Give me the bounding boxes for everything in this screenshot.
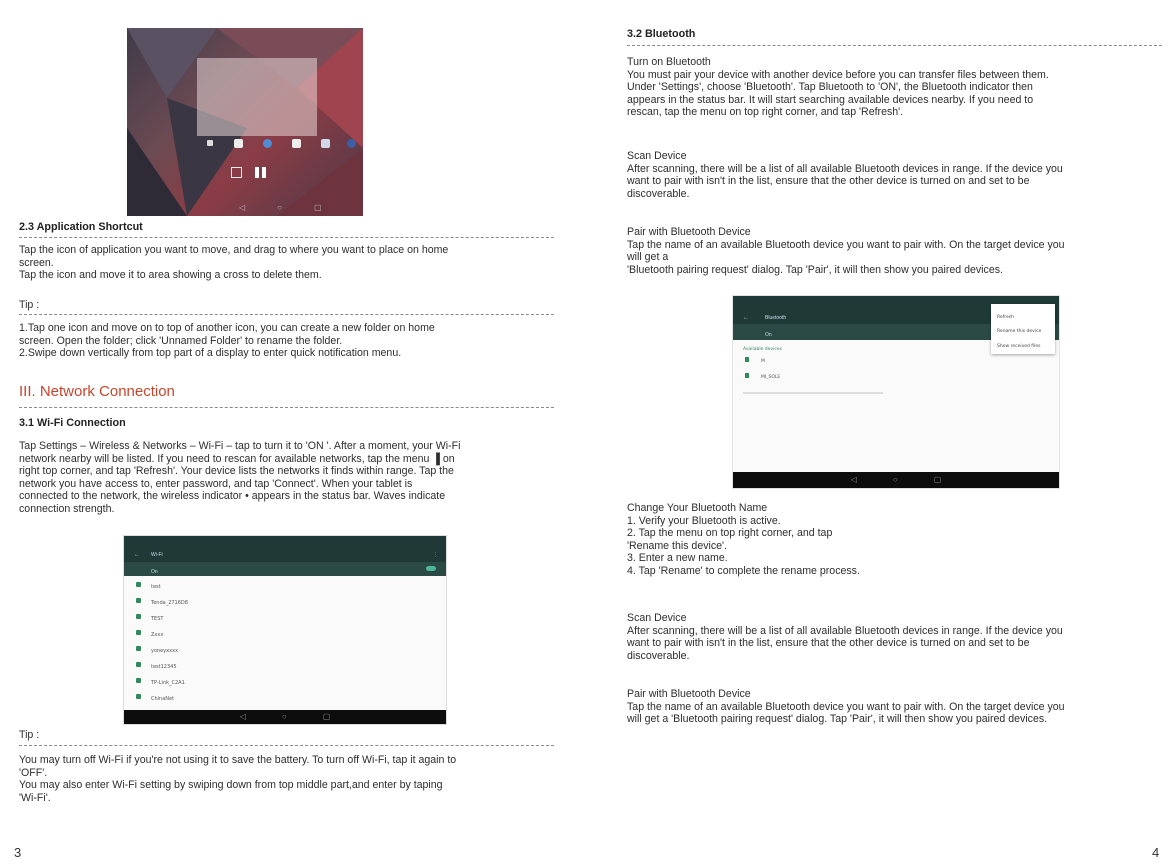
wifi-signal-icon — [136, 598, 141, 603]
wifi-network-name: test12345 — [151, 664, 177, 670]
home-screen-screenshot — [127, 28, 363, 216]
gallery-icon — [231, 167, 242, 178]
wifi-network-row[interactable] — [124, 626, 446, 639]
bt-title: Bluetooth — [765, 315, 787, 321]
tip-label: Tip : — [19, 729, 40, 741]
bt-overflow-menu — [991, 304, 1055, 354]
app-shortcut-tip-text: 1.Tap one icon and move on to top of another icon, you can create a new folder on home screen. Open the folder; click 'Unnamed Folder' to rename the folder. 2.Swipe down vertically from top part of a display to enter quick notification menu. — [19, 322, 435, 360]
wifi-settings-screenshot — [123, 535, 447, 725]
dock-icons — [207, 138, 363, 150]
divider — [627, 45, 1162, 46]
wifi-network-row[interactable] — [124, 658, 446, 671]
bt-toggle-label: On — [765, 332, 772, 338]
bluetooth-icon — [745, 357, 749, 362]
wifi-heading: 3.1 Wi-Fi Connection — [19, 417, 126, 429]
wifi-network-name: TEST — [151, 616, 164, 622]
divider — [19, 237, 554, 238]
wifi-signal-icon — [136, 662, 141, 667]
wifi-signal-icon — [136, 582, 141, 587]
wifi-signal-icon — [136, 630, 141, 635]
pair-device-text: Pair with Bluetooth Device Tap the name of an available Bluetooth device you want to pair with. On the target device you will get a 'Bluetooth pairing request' dialog. Tap 'Pair', it will then show you paired devices. — [627, 226, 1065, 276]
app-shortcut-text: Tap the icon of application you want to move, and drag to where you want to place on home screen. Tap the icon and move it to area showing a cross to delete them. — [19, 244, 449, 282]
wifi-network-name: yoneyxxxx — [151, 648, 179, 654]
wifi-network-name: ChinaNet — [151, 696, 175, 702]
wifi-network-row[interactable] — [124, 594, 446, 607]
bluetooth-heading: 3.2 Bluetooth — [627, 28, 696, 40]
wifi-text: Tap Settings – Wireless & Networks – Wi-Fi – tap to turn it to 'ON '. After a moment, your Wi-Fi network nearby will be listed. If you need to rescan for available networks, tap the menu ▐ on right top corner, and tap 'Refresh'. Your device lists the networks it finds within range. Tap the network you have access to, enter password, and tap 'Connect'. When your tablet is connected to the network, the wireless indicator • appears in the status bar. Waves indicate connection strength. — [19, 440, 461, 515]
divider — [19, 314, 554, 315]
wifi-tip-text: You may turn off Wi-Fi if you're not using it to save the battery. To turn off Wi-Fi, tap it again to 'OFF'. You may also enter Wi-Fi setting by swiping down from top middle part,and enter by taping 'Wi-Fi'. — [19, 754, 457, 804]
wifi-title: Wi-Fi — [151, 552, 163, 558]
bt-device-name: MI_SOLE — [761, 375, 781, 380]
bt-device-row[interactable] — [733, 352, 1059, 366]
divider — [19, 407, 554, 408]
wifi-network-name: Tenda_2716D8 — [151, 600, 188, 606]
wifi-signal-icon — [136, 678, 141, 683]
scan-device-text-2: Scan Device After scanning, there will be a list of all available Bluetooth devices in range. If the device you want to pair with isn't in the list, ensure that the other device is turned on and set to be discoverable. — [627, 612, 1063, 662]
menu-item-refresh[interactable]: Refresh — [997, 315, 1014, 320]
bluetooth-icon — [745, 373, 749, 378]
tip-label: Tip : — [19, 299, 40, 311]
section-title: III. Network Connection — [19, 383, 175, 400]
wifi-signal-icon — [136, 614, 141, 619]
nav-buttons: ◁○▢ — [239, 203, 354, 212]
bt-footer-note — [743, 392, 883, 394]
scan-device-text: Scan Device After scanning, there will be a list of all available Bluetooth devices in range. If the device you want to pair with isn't in the list, ensure that the other device is turned on and set to be discoverable. — [627, 150, 1063, 200]
bt-app-bar: ← Bluetooth — [733, 296, 1059, 324]
bt-nav-bar: ◁ ○ ▢ — [733, 472, 1059, 488]
wifi-network-name: test — [151, 584, 161, 590]
rename-device-text: Change Your Bluetooth Name 1. Verify your Bluetooth is active. 2. Tap the menu on top right corner, and tap 'Rename this device'. 3. Enter a new name. 4. Tap 'Rename' to complete the rename process. — [627, 502, 860, 577]
page-number-left: 3 — [14, 845, 22, 860]
menu-item-received-files[interactable]: Show received files — [997, 344, 1041, 349]
pair-device-text-2: Pair with Bluetooth Device Tap the name of an available Bluetooth device you want to pair with. On the target device you will get a 'Bluetooth pairing request' dialog. Tap 'Pair', it will then show you paired devices. — [627, 688, 1065, 726]
bluetooth-settings-screenshot — [732, 295, 1060, 489]
wifi-network-name: TP-Link_C2A1 — [151, 680, 185, 686]
turn-on-bluetooth-text: Turn on Bluetooth You must pair your device with another device before you can transfer files between them. Under 'Settings', choose 'Bluetooth'. Tap Bluetooth to 'ON', the Bluetooth indicator then appears in the status bar. It will start searching available devices nearby. If you need to rescan, tap the menu on top right corner, and tap 'Refresh'. — [627, 56, 1049, 119]
app-shortcut-heading: 2.3 Application Shortcut — [19, 221, 143, 233]
wifi-app-bar: ← Wi-Fi ⋮ — [124, 536, 446, 562]
wifi-signal-icon — [136, 694, 141, 699]
apps-grid-icon — [255, 167, 266, 178]
menu-item-rename[interactable]: Rename this device — [997, 329, 1042, 334]
bt-device-row[interactable] — [733, 368, 1059, 382]
wifi-network-row[interactable] — [124, 674, 446, 687]
page-number-right: 4 — [1152, 845, 1160, 860]
wifi-network-name: Zxxx — [151, 632, 164, 638]
wifi-network-row[interactable] — [124, 690, 446, 703]
wifi-network-row[interactable] — [124, 610, 446, 623]
wifi-nav-bar: ◁ ○ ▢ — [124, 710, 446, 724]
wifi-toggle-label: On — [151, 569, 158, 575]
wifi-toggle-row — [124, 562, 446, 576]
widget-panel — [197, 58, 317, 136]
bt-section-label: Available devices — [743, 347, 782, 352]
wifi-signal-icon — [136, 646, 141, 651]
divider — [19, 745, 554, 746]
wifi-network-list — [124, 578, 446, 708]
wifi-network-row[interactable] — [124, 642, 446, 655]
bt-device-name: M — [761, 359, 765, 364]
wifi-network-row[interactable] — [124, 578, 446, 591]
wifi-toggle-switch — [426, 566, 436, 571]
